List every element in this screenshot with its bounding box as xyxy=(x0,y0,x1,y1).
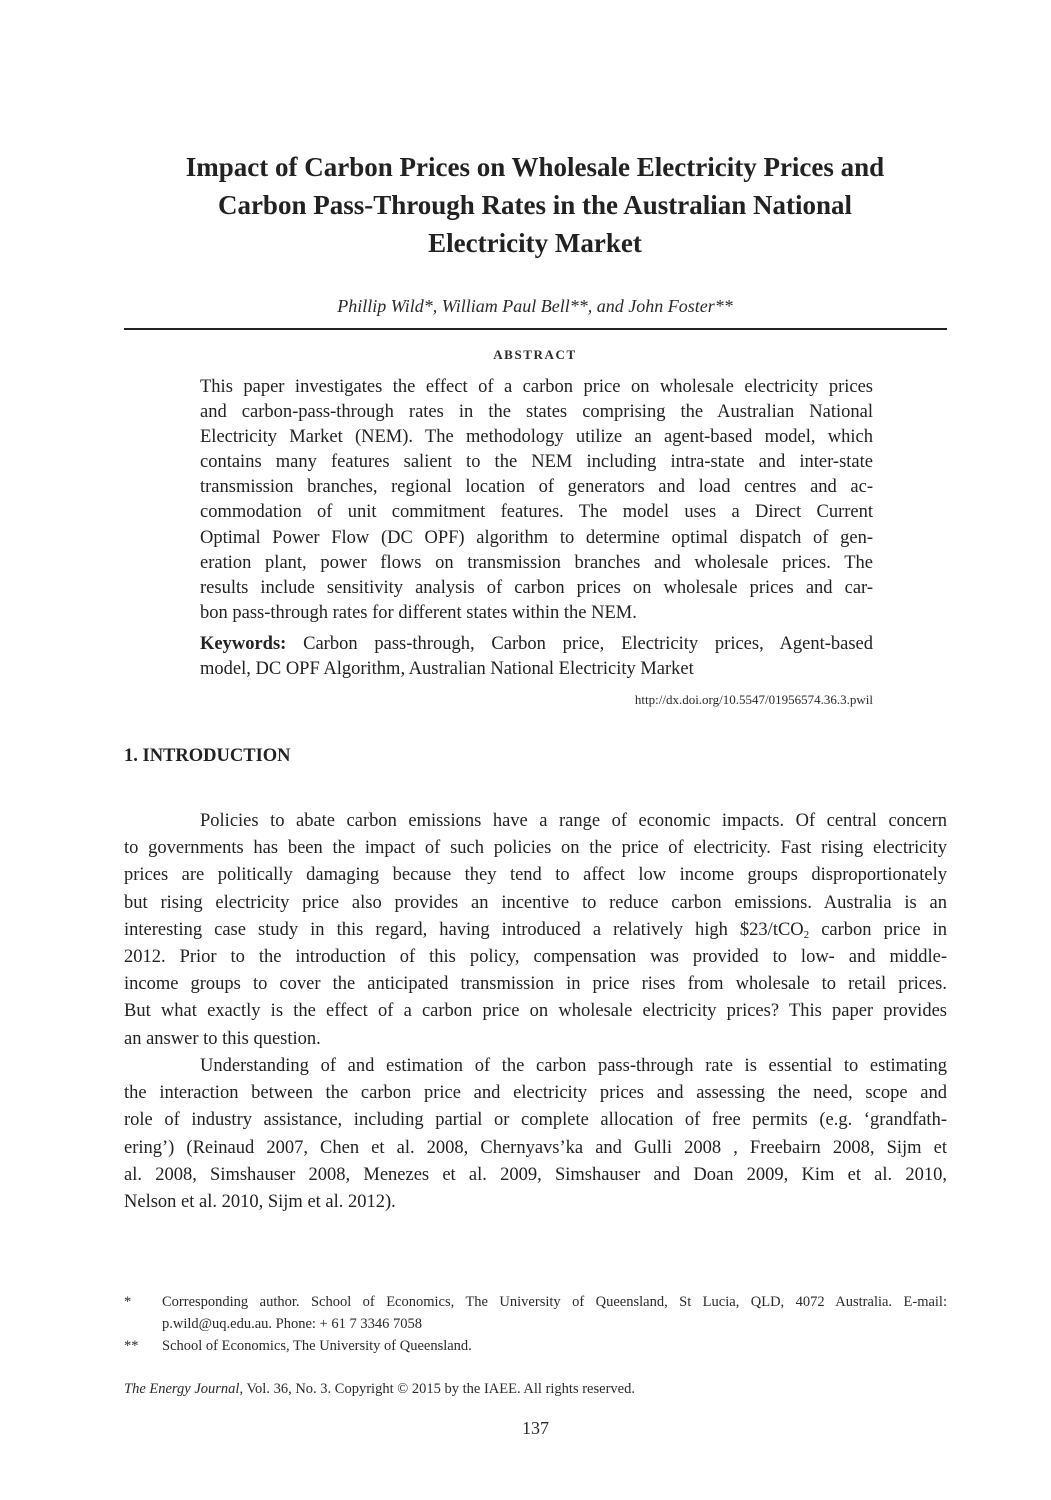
abstract-line: eration plant, power flows on transmission branches and wholesale prices. The xyxy=(200,552,873,573)
footnote-line: Corresponding author. School of Economics, The University of Queensland, St Lucia, QLD, 4072 Australia. E-mail: xyxy=(162,1294,947,1310)
keywords-text: Carbon pass-through, Carbon price, Electricity prices, Agent-based xyxy=(286,634,873,654)
abstract-line: Electricity Market (NEM). The methodology utilize an agent-based model, which xyxy=(200,427,873,448)
keywords-line xyxy=(200,632,873,657)
footnote-line: p.wild@uq.edu.au. Phone: + 61 7 3346 7058 xyxy=(162,1316,422,1332)
body-text: carbon price in xyxy=(809,919,947,940)
body-line: Policies to abate carbon emissions have a range of economic impacts. Of central concern xyxy=(200,811,947,831)
body-line: Nelson et al. 2010, Sijm et al. 2012). xyxy=(124,1192,396,1213)
keywords-block xyxy=(200,632,873,682)
copyright-text: , Vol. 36, No. 3. Copyright © 2015 by the IAEE. All rights reserved. xyxy=(239,1381,635,1397)
abstract-line: This paper investigates the effect of a carbon price on wholesale electricity prices xyxy=(200,377,873,397)
footnote-mark: * xyxy=(124,1294,132,1310)
footnote-line: School of Economics, The University of Queensland. xyxy=(162,1338,472,1354)
footnote-text xyxy=(162,1335,947,1357)
journal-name: The Energy Journal xyxy=(124,1381,240,1397)
body-line: Understanding of and estimation of the carbon pass-through rate is essential to estimating xyxy=(200,1056,947,1076)
body-line: ering’) (Reinaud 2007, Chen et al. 2008, Chernyavs’ka and Gulli 2008 , Freebairn 2008, Sijm et xyxy=(124,1137,947,1158)
body-line: to governments has been the impact of such policies on the price of electricity. Fast rising electricity xyxy=(124,838,947,859)
footnotes xyxy=(124,1291,947,1357)
abstract-line: Optimal Power Flow (DC OPF) algorithm to determine optimal dispatch of gen- xyxy=(200,527,873,548)
intro-paragraph-1 xyxy=(124,808,947,1053)
abstract-line: bon pass-through rates for different states within the NEM. xyxy=(200,602,637,623)
paper-title xyxy=(124,148,946,262)
abstract-heading: ABSTRACT xyxy=(493,347,577,362)
keywords-label: Keywords: xyxy=(200,634,287,654)
abstract-line: transmission branches, regional location of generators and load centres and ac- xyxy=(200,477,873,498)
footnote-mark: ** xyxy=(124,1338,139,1354)
section-heading-introduction: 1. INTRODUCTION xyxy=(124,746,291,766)
body-line: but rising electricity price also provides an incentive to reduce carbon emissions. Australia is an xyxy=(124,892,947,913)
body-line: prices are politically damaging because they tend to affect low income groups disproportionately xyxy=(124,865,947,886)
keywords-line: model, DC OPF Algorithm, Australian National Electricity Market xyxy=(200,659,694,679)
intro-paragraph-2 xyxy=(124,1053,947,1216)
footnote-affiliation xyxy=(124,1335,947,1357)
body-text: interesting case study in this regard, having introduced a relatively high $23/tCO xyxy=(124,919,804,940)
footnote-corresponding-author xyxy=(124,1291,947,1335)
body-line xyxy=(124,917,947,944)
body-line: income groups to cover the anticipated transmission in price rises from wholesale to retail prices. xyxy=(124,974,947,995)
body-line: role of industry assistance, including partial or complete allocation of free permits (e.g. ‘grandfath- xyxy=(124,1110,947,1131)
title-line: Impact of Carbon Prices on Wholesale Electricity Prices and xyxy=(185,152,885,182)
page-number: 137 xyxy=(522,1418,549,1438)
doi-link[interactable]: http://dx.doi.org/10.5547/01956574.36.3.pwil xyxy=(634,692,873,707)
abstract-text xyxy=(200,375,873,626)
subscript: 2 xyxy=(803,928,810,941)
journal-copyright xyxy=(124,1381,635,1398)
body-line: 2012. Prior to the introduction of this policy, compensation was provided to low- and middle- xyxy=(124,947,947,968)
abstract-line: commodation of unit commitment features. The model uses a Direct Current xyxy=(200,502,873,523)
body-line: the interaction between the carbon price and electricity prices and assessing the need, scope and xyxy=(124,1083,947,1104)
author-list: Phillip Wild*, William Paul Bell**, and John Foster** xyxy=(337,296,733,316)
body-line: an answer to this question. xyxy=(124,1028,321,1049)
abstract-line: results include sensitivity analysis of carbon prices on wholesale prices and car- xyxy=(200,577,873,598)
abstract-line: contains many features salient to the NEM including intra-state and inter-state xyxy=(200,452,873,473)
body-line: al. 2008, Simshauser 2008, Menezes et al. 2009, Simshauser and Doan 2009, Kim et al. 2010, xyxy=(124,1164,947,1185)
body-line: But what exactly is the effect of a carbon price on wholesale electricity prices? This paper provides xyxy=(124,1001,947,1022)
title-line: Carbon Pass-Through Rates in the Australian National xyxy=(217,190,853,220)
abstract-line: and carbon-pass-through rates in the states comprising the Australian National xyxy=(200,402,873,423)
title-line: Electricity Market xyxy=(428,228,642,258)
title-divider xyxy=(124,328,947,330)
footnote-text xyxy=(162,1291,947,1335)
